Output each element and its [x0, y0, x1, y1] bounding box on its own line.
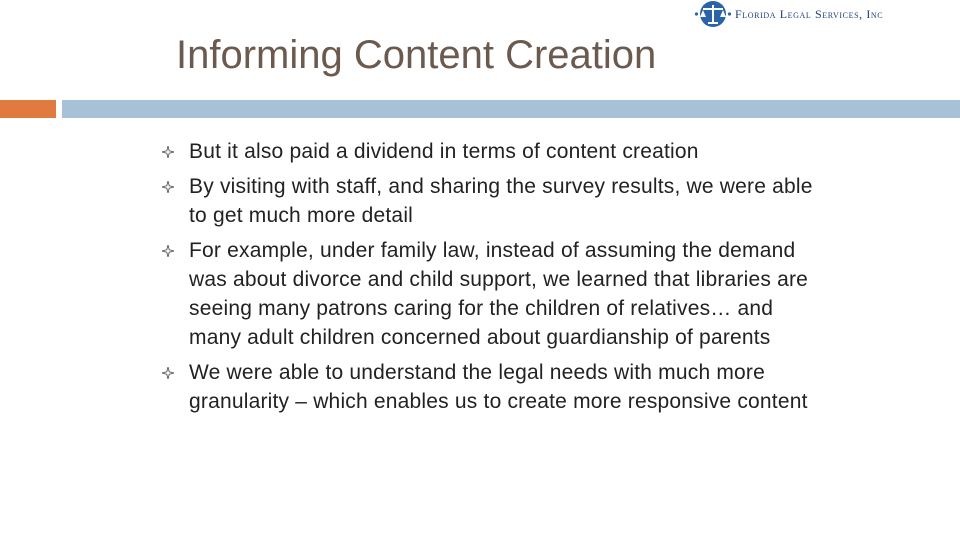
- four-point-star-icon: [161, 137, 175, 166]
- bullet-text: We were able to understand the legal needs with much more granularity – which enables us to create more responsive content: [189, 361, 808, 413]
- four-point-star-icon: [161, 236, 175, 265]
- bullet-item: [166, 172, 826, 230]
- four-point-star-icon: [161, 358, 175, 387]
- bullet-item: [166, 137, 826, 166]
- organization-logo: [694, 0, 960, 28]
- bullet-text: For example, under family law, instead of assuming the demand was about divorce and child support, we learned that libraries are seeing many patrons caring for the children of relatives… and many adult children concerned about guardianship of parents: [189, 239, 809, 349]
- scales-of-justice-icon: [694, 0, 732, 28]
- bullet-item: [166, 236, 826, 352]
- bullet-list: [166, 137, 826, 422]
- slide-title: Informing Content Creation: [176, 33, 657, 77]
- organization-name: Florida Legal Services, Inc: [735, 6, 884, 21]
- bullet-text: By visiting with staff, and sharing the survey results, we were able to get much more detail: [189, 175, 813, 227]
- bullet-item: [166, 358, 826, 416]
- four-point-star-icon: [161, 172, 175, 201]
- title-accent-bar: [0, 100, 56, 118]
- bullet-text: But it also paid a dividend in terms of content creation: [189, 140, 699, 163]
- title-divider-bar: [62, 100, 960, 118]
